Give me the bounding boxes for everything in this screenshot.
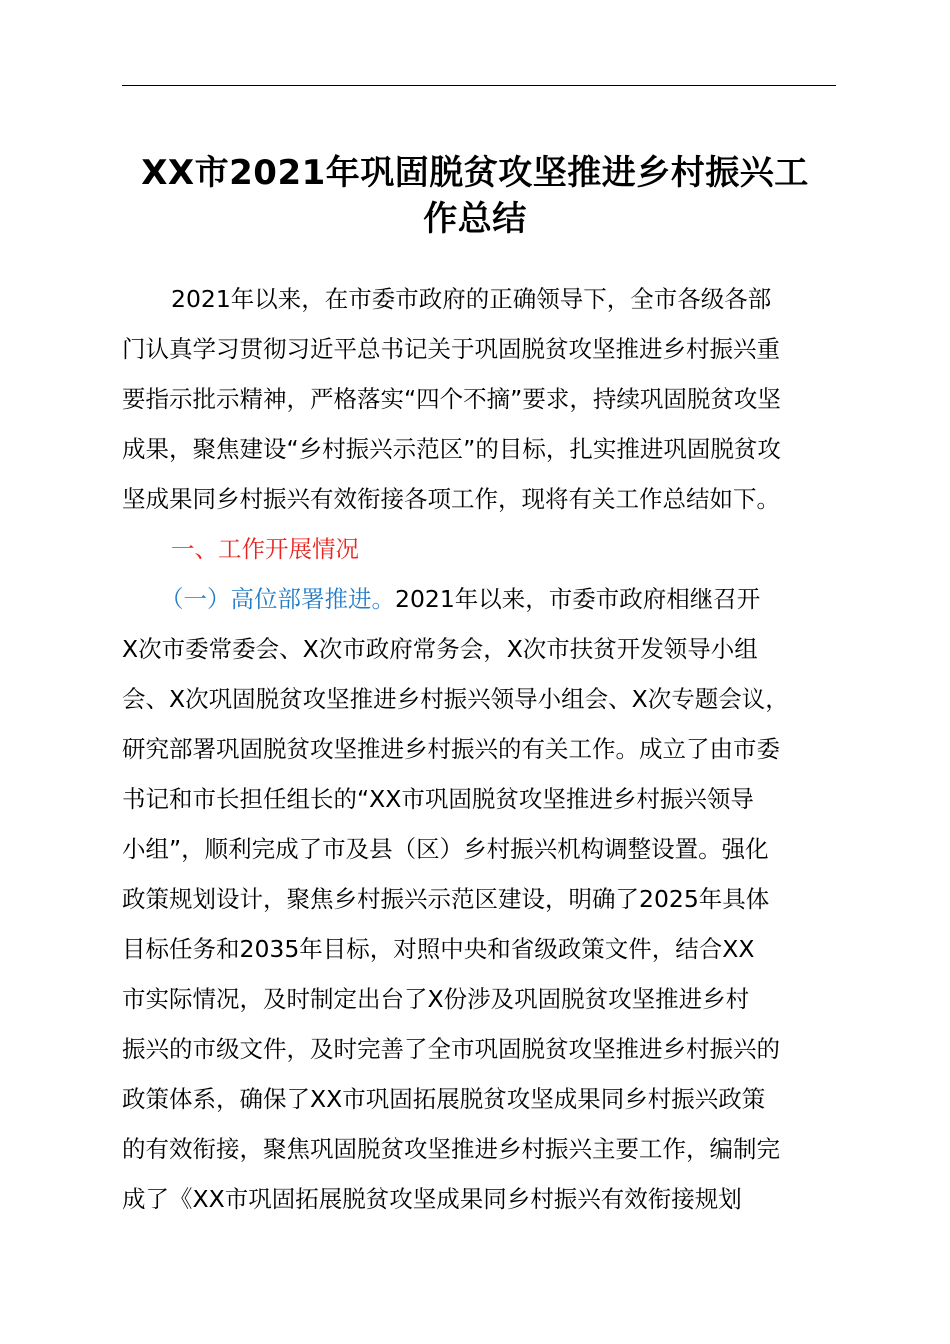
body-line-3: 研究部署巩固脱贫攻坚推进乡村振兴的有关工作。成立了由市委 <box>122 735 780 763</box>
subsection-1-first-line <box>160 584 838 614</box>
intro-line-3: 要指示批示精神，严格落实“四个不摘”要求，持续巩固脱贫攻坚 <box>122 385 781 413</box>
body-line-5: 小组”，顺利完成了市及县（区）乡村振兴机构调整设置。强化 <box>122 835 769 863</box>
subsection-1-first-text: 2021年以来，市委市政府相继召开 <box>395 585 761 613</box>
body-line-9: 振兴的市级文件，及时完善了全市巩固脱贫攻坚推进乡村振兴的 <box>122 1035 780 1063</box>
body-line-11: 的有效衔接，聚焦巩固脱贫攻坚推进乡村振兴主要工作，编制完 <box>122 1135 780 1163</box>
body-line-7: 目标任务和2035年目标，对照中央和省级政策文件，结合XX <box>122 935 755 963</box>
body-line-12: 成了《XX市巩固拓展脱贫攻坚成果同乡村振兴有效衔接规划 <box>122 1185 742 1213</box>
intro-line-5: 坚成果同乡村振兴有效衔接各项工作，现将有关工作总结如下。 <box>122 485 780 513</box>
body-line-2: 会、X次巩固脱贫攻坚推进乡村振兴领导小组会、X次专题会议， <box>122 685 789 713</box>
header-rule <box>122 85 836 86</box>
body-line-4: 书记和市长担任组长的“XX市巩固脱贫攻坚推进乡村振兴领导 <box>122 785 754 813</box>
document-title <box>100 150 850 242</box>
intro-line-4: 成果，聚焦建设“乡村振兴示范区”的目标，扎实推进巩固脱贫攻 <box>122 435 781 463</box>
title-line-2: 作总结 <box>423 199 527 239</box>
intro-line-1: 2021年以来，在市委市政府的正确领导下，全市各级各部 <box>171 285 772 313</box>
body-line-8: 市实际情况，及时制定出台了X份涉及巩固脱贫攻坚推进乡村 <box>122 985 750 1013</box>
title-line-1: XX市2021年巩固脱贫攻坚推进乡村振兴工 <box>141 153 809 193</box>
intro-line-2: 门认真学习贯彻习近平总书记关于巩固脱贫攻坚推进乡村振兴重 <box>122 335 780 363</box>
body-line-1: X次市委常委会、X次市政府常务会，X次市扶贫开发领导小组 <box>122 635 758 663</box>
body-line-10: 政策体系，确保了XX市巩固拓展脱贫攻坚成果同乡村振兴政策 <box>122 1085 766 1113</box>
subsection-heading-1: （一）高位部署推进。 <box>160 585 395 613</box>
section-heading-1: 一、工作开展情况 <box>171 535 359 563</box>
body-line-6: 政策规划设计，聚焦乡村振兴示范区建设，明确了2025年具体 <box>122 885 770 913</box>
